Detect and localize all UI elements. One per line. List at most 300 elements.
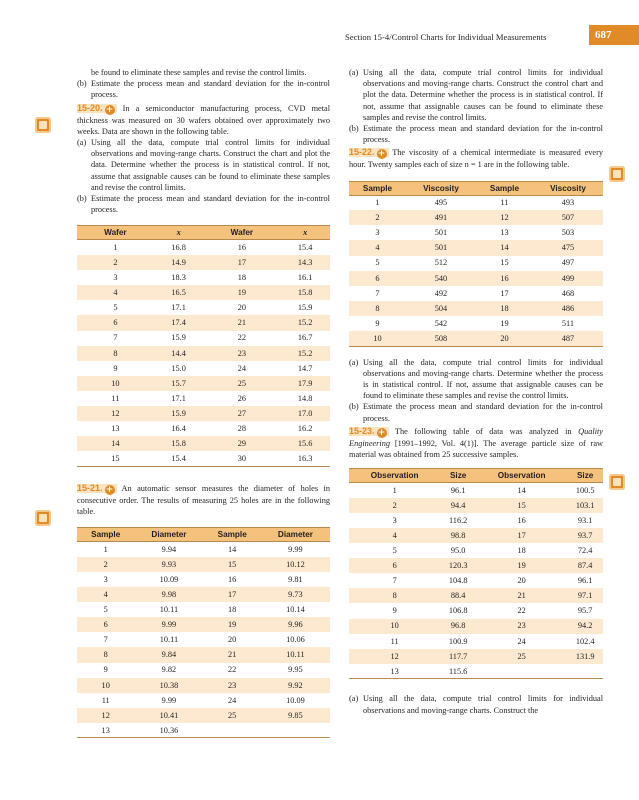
table-cell: 94.2 [567,619,603,634]
table-row [349,316,603,331]
table-cell: 5 [103,605,108,615]
table-cell: 2 [349,210,406,225]
table-15-22 [349,181,603,347]
table-cell: 15.9 [171,333,186,343]
table-cell: 9.99 [161,695,177,705]
table-cell: 20 [237,303,247,313]
table-cell: 12 [349,649,440,664]
table-cell: 2 [349,498,440,513]
table-row [77,255,330,270]
table-cell: 10.11 [159,605,179,615]
table-cell: 100.9 [448,636,468,646]
table-header: Viscosity [533,181,603,195]
table-cell: 2 [77,255,154,270]
running-head: Section 15-4/Control Charts for Individual Measurements [345,32,547,42]
table-row [77,663,330,678]
plus-icon: + [377,427,386,438]
table-header: Sample [349,181,406,195]
table-cell: 10.11 [261,647,330,662]
table-cell: 103.1 [567,498,603,513]
table-row [77,436,330,451]
table-cell: 6 [77,315,154,330]
table-row [349,528,603,543]
table-cell: 5 [113,303,118,313]
table-cell: 10 [77,678,134,693]
exercise-15-23: 15-23. + The following table of data was analyzed in Quality Engineering [1991–1992, Vol. 4(1)]. The average particle size of raw material was obtained from 25 successive samples. [349,425,603,459]
table-cell: 10.09 [159,574,179,584]
table-cell: 21 [203,647,260,662]
table-cell: 131.9 [567,649,603,664]
table-row [349,558,603,573]
table-cell: 95.0 [450,546,466,555]
table-cell: 9.93 [134,557,203,572]
table-cell: 13 [349,664,440,679]
table-row [77,632,330,647]
table-cell: 1 [392,485,397,495]
table-cell [203,723,260,738]
table-cell: 95.7 [577,606,593,616]
table-header: Viscosity [406,181,476,195]
left-margin-icon-15-20[interactable] [35,117,51,133]
table-cell: 14.7 [297,363,313,373]
exercise-number-15-20: 15-20. [77,102,103,113]
intro-a-text: be found to eliminate these samples and revise the control limits. [91,68,307,77]
table-cell: 117.7 [440,649,476,664]
exercise-number-15-21: 15-21. [77,482,103,493]
table-cell: 10.09 [286,695,305,705]
table-row [77,285,330,300]
table-cell: 12 [77,406,154,421]
table-cell: 15.6 [280,436,330,451]
table-cell: 14 [476,240,533,255]
table-row [77,406,330,421]
table-header: Wafer [77,226,154,240]
table-row [349,498,603,513]
table-header: Size [567,469,603,483]
table-row [349,649,603,664]
table-row [349,573,603,588]
table-cell: 23 [203,346,280,361]
table-cell: 4 [349,240,406,255]
table-row [77,391,330,406]
table-cell: 17.1 [171,303,186,313]
table-cell: 9.96 [261,617,330,632]
table-cell: 507 [533,210,603,225]
table-cell: 9 [103,665,108,675]
table-cell: 102.4 [575,636,595,646]
table-cell: 22 [237,333,247,343]
table-cell: 28 [237,424,247,433]
table-cell: 8 [77,346,154,361]
journal-title: Quality Engineering [349,426,603,448]
table-cell: 16.8 [171,243,186,253]
table-cell: 15 [500,258,509,268]
table-cell: 15.4 [154,451,204,466]
table-row [77,240,330,255]
table-cell [476,664,567,679]
table-cell: 12 [77,708,134,723]
table-cell: 17.4 [154,315,204,330]
table-cell: 16.5 [154,285,204,300]
table-cell: 16 [237,243,247,253]
table-row [77,451,330,466]
table-cell: 18.3 [171,273,186,283]
ex22-a-item: (a) Using all the data, compute trial control limits for individual observations and moving-range charts. Determine whether the process is in statistical control. If not, assume that assignable causes can be found to eliminate these samples and revise the control limits. [349,357,603,401]
table-cell: 10.11 [159,635,179,645]
table-row [349,543,603,558]
table-cell: 16.7 [297,333,313,343]
table-cell: 15.4 [297,243,313,253]
ex23-a-item: (a) Using all the data, compute trial control limits for individual observations and moving-range charts. Construct the [349,694,603,715]
table-cell: 20 [517,576,526,586]
table-cell: 3 [103,574,108,584]
table-cell: 93.1 [577,515,593,525]
table-cell: 7 [375,288,380,298]
table-cell: 9 [392,606,397,616]
table-cell: 18 [476,301,533,316]
table-cell: 13 [111,424,120,433]
table-cell: 18 [517,546,526,555]
exercise-15-22: 15-22. + The viscosity of a chemical intermediate is measured every hour. Twenty samples each of size n = 1 are in the following table. [349,147,603,170]
table-cell: 23 [476,619,567,634]
table-cell: 6 [349,271,406,286]
table-cell: 9 [113,363,118,373]
table-cell: 9.95 [288,665,303,675]
table-cell: 30 [203,451,280,466]
table-cell: 5 [375,258,380,268]
table-cell: 29 [203,436,280,451]
table-cell: 512 [434,258,448,268]
table-cell: 3 [113,273,118,283]
table-cell: 87.4 [567,558,603,573]
table-cell: 15.7 [154,376,204,391]
exercise-15-21: 15-21. + An automatic sensor measures the diameter of holes in consecutive order. The results of measuring 25 holes are in the following table. [77,482,330,517]
table-cell: 9.94 [161,544,177,554]
table-header: Observation [349,469,440,483]
left-column [77,67,330,738]
table-cell: 115.6 [440,664,476,679]
table-cell: 13 [77,723,134,738]
table-cell: 475 [533,240,603,255]
table-cell: 15 [476,498,567,513]
table-cell: 5 [392,546,397,555]
table-cell: 19 [500,318,509,328]
table-cell: 3 [375,228,380,238]
table-cell: 14.3 [280,255,330,270]
table-row [349,331,603,346]
table-row [349,286,603,301]
table-cell: 97.1 [567,588,603,603]
table-row [349,256,603,271]
table-cell: 486 [533,301,603,316]
table-header: Sample [476,181,533,195]
ex20-b-item: (b) Estimate the process mean and standard deviation for the in-control process. [77,194,330,215]
table-cell: 16.3 [280,451,330,466]
table-cell: 8 [349,301,406,316]
table-cell: 10.38 [134,678,203,693]
table-cell: 511 [561,318,575,328]
table-cell: 15.8 [280,285,330,300]
table-cell: 11 [390,636,399,646]
table-cell: 14 [228,544,237,554]
table-cell: 15.9 [154,406,204,421]
table-header: Sample [77,528,134,542]
right-a-item: (a) Using all the data, compute trial control limits for individual observations and moving-range charts. Construct the control chart and plot the data. Determine whether the process is in statistical control. If not, assume that assignable causes can be found to eliminate these samples and revise the control limits. [349,68,603,122]
table-cell: 106.8 [448,606,468,616]
table-15-20 [77,225,330,466]
right-margin-icon-15-22[interactable] [609,166,625,182]
table-cell: 4 [349,528,440,543]
table-row [77,587,330,602]
table-cell: 14 [517,485,526,495]
table-cell: 27 [203,406,280,421]
table-cell: 14.9 [154,255,204,270]
table-cell: 11 [500,198,509,208]
table-cell: 4 [77,285,154,300]
plus-icon: + [105,484,114,495]
table-cell: 19 [203,617,260,632]
table-cell: 24 [517,636,526,646]
table-cell: 16.2 [297,424,313,433]
table-cell [261,723,330,738]
table-cell: 96.1 [450,485,466,495]
table-header: Observation [476,469,567,483]
table-row [77,708,330,723]
table-cell: 14.4 [154,346,204,361]
table-cell: 9.81 [288,574,303,584]
table-row [77,723,330,738]
table-cell: 540 [406,271,476,286]
table-cell: 22 [228,665,237,675]
table-cell: 491 [406,210,476,225]
table-cell: 15.9 [297,303,313,313]
table-cell: 9.92 [261,678,330,693]
table-cell: 116.2 [448,515,468,525]
table-cell: 542 [434,318,448,328]
table-cell [567,664,603,679]
table-row [349,513,603,528]
table-cell: 11 [101,695,110,705]
table-cell: 16 [517,515,526,525]
table-cell: 9.84 [134,647,203,662]
table-cell: 10.12 [261,557,330,572]
table-cell: 26 [237,393,247,403]
intro-b-item: (b) Estimate the process mean and standard deviation for the in-control process. [77,79,330,100]
table-cell: 10.06 [286,635,305,645]
table-cell: 4 [77,587,134,602]
table-header: x [154,226,204,240]
table-cell: 487 [533,331,603,346]
table-row [349,301,603,316]
table-row [77,346,330,361]
right-b-item: (b) Estimate the process mean and standard deviation for the in-control process. [349,124,603,145]
table-row [77,678,330,693]
table-cell: 10.36 [134,723,203,738]
table-cell: 72.4 [577,546,593,555]
table-row [77,361,330,376]
table-row [77,557,330,572]
table-cell: 15 [77,451,154,466]
table-row [77,331,330,346]
table-cell: 17 [476,528,567,543]
table-row [77,647,330,662]
table-row [77,542,330,557]
table-cell: 2 [77,557,134,572]
plus-icon: + [377,149,386,160]
right-column [349,67,603,716]
table-cell: 15.8 [154,436,204,451]
table-cell: 18 [237,273,247,283]
table-cell: 10.41 [134,708,203,723]
left-margin-icon-15-21[interactable] [35,510,51,526]
table-cell: 120.3 [440,558,476,573]
table-cell: 96.8 [440,619,476,634]
table-cell: 20 [228,635,237,645]
table-cell: 6 [77,617,134,632]
exercise-number-15-23: 15-23. [349,425,375,436]
table-cell: 9.98 [134,587,203,602]
table-cell: 1 [375,198,380,208]
table-cell: 10.14 [286,605,305,615]
table-cell: 13 [500,228,509,238]
table-cell: 15 [203,557,260,572]
exercise-number-15-22: 15-22. [349,147,375,158]
table-cell: 16 [476,271,533,286]
table-row [77,270,330,285]
table-cell: 14 [77,436,154,451]
table-15-21 [77,527,330,738]
table-cell: 21 [203,315,280,330]
table-cell: 1 [113,243,118,253]
right-margin-icon-15-23[interactable] [609,474,625,490]
ex20-a-item: (a) Using all the data, compute trial control limits for individual observations and moving-range charts. Construct the chart and plot the data. Determine whether the process is in statistical control. If not, assume that assignable causes can be found to eliminate these samples and revise the control limits. [77,138,330,192]
table-header: Diameter [261,528,330,542]
table-cell: 503 [561,228,575,238]
table-cell: 24 [228,695,237,705]
table-cell: 16 [228,574,237,584]
table-cell: 9.73 [261,587,330,602]
table-row [349,634,603,649]
table-cell: 100.5 [575,485,595,495]
table-cell: 9.99 [288,544,303,554]
table-cell: 468 [561,288,575,298]
table-cell: 16.4 [171,424,186,433]
table-cell: 11 [111,393,120,403]
table-row [349,664,603,679]
table-cell: 25 [476,649,567,664]
table-cell: 19 [476,558,567,573]
plus-icon: + [105,104,114,115]
table-cell: 9.82 [161,665,177,675]
table-row [77,421,330,436]
table-cell: 104.8 [448,576,468,586]
table-cell: 10 [349,619,440,634]
table-cell: 497 [561,258,575,268]
table-row [349,210,603,225]
table-cell: 17 [203,587,260,602]
table-cell: 501 [434,228,448,238]
table-row [349,195,603,210]
table-cell: 22 [517,606,526,616]
table-row [349,271,603,286]
table-cell: 17.0 [280,406,330,421]
table-row [349,225,603,240]
table-cell: 14.8 [297,393,313,403]
table-cell: 3 [392,515,397,525]
table-cell: 10 [77,376,154,391]
table-cell: 94.4 [440,498,476,513]
table-cell: 504 [406,301,476,316]
table-cell: 93.7 [567,528,603,543]
table-cell: 19 [203,285,280,300]
table-cell: 8 [349,588,440,603]
table-cell: 9.99 [134,617,203,632]
table-row [349,603,603,618]
table-row [349,588,603,603]
table-row [77,572,330,587]
table-cell: 17.1 [171,393,186,403]
table-row [77,376,330,391]
table-cell: 8 [77,647,134,662]
table-cell: 1 [103,544,108,554]
table-cell: 6 [349,558,440,573]
table-cell: 20 [476,331,533,346]
table-cell: 23 [203,678,260,693]
table-cell: 25 [203,376,280,391]
table-cell: 499 [533,271,603,286]
table-cell: 501 [406,240,476,255]
table-cell: 12 [476,210,533,225]
table-header: Diameter [134,528,203,542]
table-header: x [280,226,330,240]
table-cell: 9.85 [261,708,330,723]
table-15-23 [349,468,603,679]
table-cell: 495 [434,198,448,208]
table-cell: 15.2 [280,315,330,330]
table-header: Size [440,469,476,483]
table-cell: 88.4 [440,588,476,603]
table-cell: 24 [237,363,247,373]
table-cell: 25 [203,708,260,723]
page-number: 687 [589,25,639,45]
table-header: Sample [203,528,260,542]
table-header: Wafer [203,226,280,240]
table-row [77,300,330,315]
table-cell: 7 [113,333,118,343]
table-cell: 17.9 [280,376,330,391]
exercise-15-20: 15-20. + In a semiconductor manufacturing process, CVD metal thickness was measured on 30 wafers obtained over approximately two weeks. Data are shown in the following table. [77,102,330,136]
table-cell: 15.2 [280,346,330,361]
table-row [77,693,330,708]
table-cell: 9 [375,318,380,328]
table-cell: 18 [228,605,237,615]
table-row [349,240,603,255]
table-cell: 492 [434,288,448,298]
table-row [349,483,603,498]
table-cell: 7 [392,576,397,586]
table-row [77,602,330,617]
table-row [77,617,330,632]
table-cell: 10 [349,331,406,346]
table-cell: 98.8 [440,528,476,543]
table-row [349,619,603,634]
table-cell: 16.1 [297,273,313,283]
table-cell: 493 [561,198,575,208]
table-cell: 15.0 [171,363,186,373]
ex22-b-item: (b) Estimate the process mean and standard deviation for the in-control process. [349,402,603,423]
table-cell: 7 [103,635,108,645]
table-row [77,315,330,330]
